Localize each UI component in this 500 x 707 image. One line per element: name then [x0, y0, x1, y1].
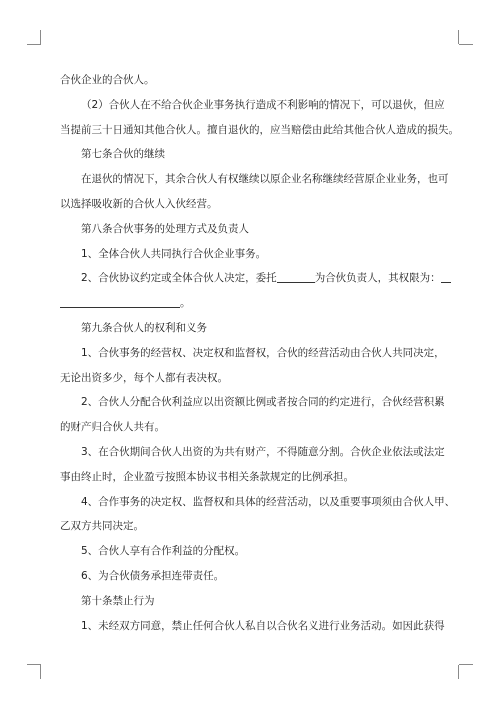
text-line: 5、合伙人享有合作利益的分配权。 [81, 545, 246, 558]
text-line: 事由终止时，企业盈亏按照本协议书相关条款规定的比例承担。 [60, 470, 354, 483]
text-line: 以选择吸收新的合伙人入伙经营。 [60, 197, 218, 210]
crop-mark-top-left-horizontal [27, 44, 41, 45]
text-line: 3、在合伙期间合伙人出资的为共有财产，不得随意分割。合伙企业依法或法定 [81, 445, 445, 458]
paragraph-withdrawal-2: （2）合伙人在不给合伙企业事务执行造成不利影响的情况下，可以退伙，但应 [81, 98, 445, 111]
authority-blank [60, 295, 180, 308]
delegation-clause-text: 2、合伙协议约定或全体合伙人决定，委托 [81, 272, 277, 285]
text-line: 的财产归合伙人共有。 [60, 421, 165, 434]
crop-mark-top-right-horizontal [459, 44, 473, 45]
delegation-clause [60, 266, 446, 291]
text-line: 合伙企业的合伙人。 [60, 74, 155, 86]
text-line: 乙双方共同决定。 [60, 520, 144, 533]
delegation-clause-authority: 为合伙负责人，其权限为： [314, 272, 441, 285]
text-line: 当提前三十日通知其他合伙人。擅自退伙的，应当赔偿由此给其他合伙人造成的损失。 [60, 123, 459, 136]
crop-mark-bottom-left-vertical [40, 665, 41, 679]
authority-continuation [60, 291, 446, 316]
text-line: 在退伙的情况下，其余合伙人有权继续以原企业名称继续经营原企业业务，也可 [81, 173, 449, 186]
crop-mark-top-left-vertical [40, 30, 41, 44]
authority-blank-start [441, 270, 451, 283]
text-line: 1、未经双方同意，禁止任何合伙人私自以合伙名义进行业务活动。如因此获得 [81, 619, 445, 632]
crop-mark-bottom-left-horizontal [27, 664, 41, 665]
text-line: 1、全体合伙人共同执行合伙企业事务。 [81, 247, 267, 260]
text-line: 6、为合伙债务承担连带责任。 [81, 569, 225, 582]
authority-end: 。 [180, 297, 191, 310]
article-7-heading: 第七条合伙的继续 [81, 148, 165, 161]
crop-mark-bottom-right-vertical [458, 665, 459, 679]
crop-mark-bottom-right-horizontal [459, 664, 473, 665]
text-line: 4、合作事务的决定权、监督权和具体的经营活动，以及重要事项须由合伙人甲、 [81, 495, 456, 508]
document-body [60, 68, 459, 638]
text-line: 1、合伙事务的经营权、决定权和监督权，合伙的经营活动由合伙人共同决定， [81, 346, 445, 359]
responsible-person-blank [277, 270, 315, 283]
text-line: 2、合伙人分配合伙利益应以出资额比例或者按合同的约定进行，合伙经营积累 [81, 396, 445, 409]
article-8-heading: 第八条合伙事务的处理方式及负责人 [81, 222, 249, 235]
crop-mark-top-right-vertical [458, 30, 459, 44]
article-10-heading: 第十条禁止行为 [81, 594, 155, 607]
article-9-heading: 第九条合伙人的权利和义务 [81, 321, 207, 334]
text-line: 无论出资多少，每个人都有表决权。 [60, 371, 228, 384]
